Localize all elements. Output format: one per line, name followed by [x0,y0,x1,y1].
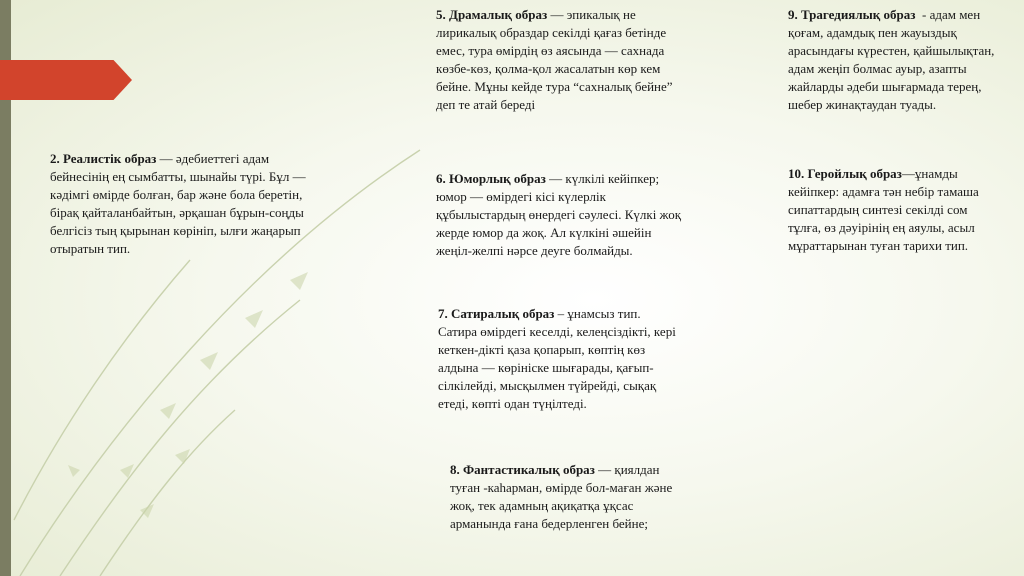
block-tragic-image [788,6,998,114]
block-tragic-text: - адам мен қоғам, адамдық пен жауыздық арасындағы күрестен, қайшылықтан, адам жеңіп болмас ауыр, азапты жайларды әдеби шығармада терең, шебер жинақтаудан туады. [788,7,998,112]
block-heroic-text: —ұнамды кейіпкер: адамға тән небір тамаша сипаттардың синтезі секілді сом тұлға, өз дәуірінің ең аяулы, асыл мұраттарынан туған тарихи тип. [788,166,983,253]
block-heroic-title: 10. Геройлық образ [788,166,902,181]
block-satirical-title: 7. Сатиралық образ [438,306,555,321]
block-dramatic-title: 5. Драмалық образ [436,7,548,22]
block-dramatic-image [436,6,680,114]
block-realistic-title: 2. Реалистік образ [50,151,157,166]
block-tragic-title: 9. Трагедиялық образ [788,7,916,22]
block-fantastic-title: 8. Фантастикалық образ [450,462,595,477]
block-realistic-text: — әдебиеттегі адам бейнесінің ең сымбатты, шынайы түрі. Бұл — кәдімгі өмірде болған, бар және бола беретін, бірақ қайталанбайтын, әрқашан бұрын-соңды белгісіз тың қырынан көрініп, ылғи жаңарып отыратын тип. [50,151,309,256]
block-realistic-image [50,150,309,258]
block-satirical-image [438,305,678,413]
red-arrow-decoration [0,60,132,100]
block-satirical-text: – ұнамсыз тип. Сатира өмірдегі кеселді, келеңсіздікті, кері кеткен-дікті қаза қопарып, көптің көз алдына — көрініске шығарады, қағып-сілкілейді, мысқылмен түйрейді, сықақ етеді, көпті одан түңілтеді. [438,306,680,411]
block-fantastic-text: — қиялдан туған -каһарман, өмірде бол-маған және жоқ, тек адамның ақиқатқа ұқсас арманында ғана бедерленген бейне; [450,462,676,531]
block-humorous-text: — күлкілі кейіпкер; юмор — өмірдегі кісі күлерлік құбылыстардың өнердегі сәулесі. Күлкі жоқ жерде юмор да жоқ. Ал күлкіні әшейін жеңіл-желпі нәрсе деуге болмайды. [436,171,685,258]
block-humorous-title: 6. Юморлық образ [436,171,546,186]
block-fantastic-image [450,461,690,533]
block-heroic-image [788,165,988,255]
block-dramatic-text: — эпикалық не лирикалық образдар секілді қағаз бетінде емес, тура өмірдің өз аясында — сахнада көзбе-көз, қолма-қол жасалатын көр кем бейне. Мұны кейде тура “сахналық бейне” деп те атай береді [436,7,680,112]
block-humorous-image [436,170,686,260]
